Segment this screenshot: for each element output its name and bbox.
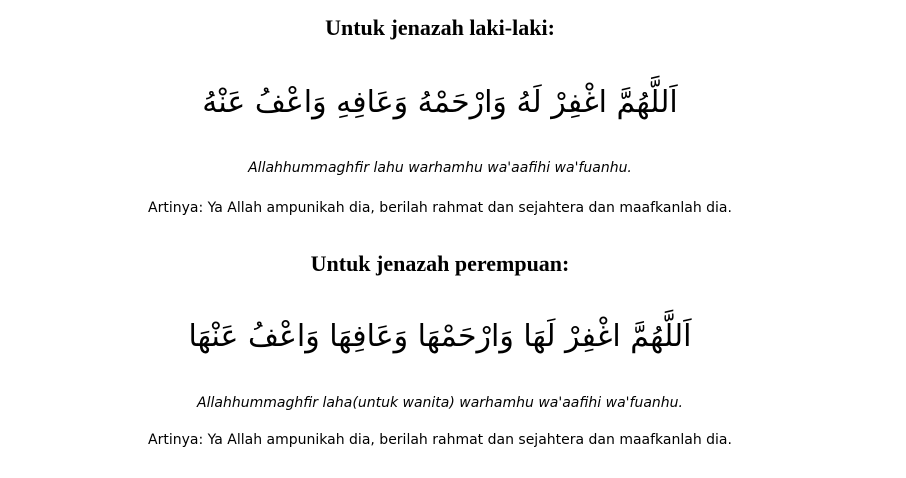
transliteration-female: Allahhummaghfir laha(untuk wanita) warhamhu wa'aafihi wa'fuanhu.	[197, 395, 683, 411]
arabic-prayer-male: اَللَّهُمَّ اغْفِرْ لَهُ وَارْحَمْهُ وَعَافِهِ وَاعْفُ عَنْهُ	[202, 85, 678, 120]
heading-male-deceased: Untuk jenazah laki-laki:	[325, 15, 555, 40]
arabic-prayer-female: اَللَّهُمَّ اغْفِرْ لَهَا وَارْحَمْهَا وَعَافِهَا وَاعْفُ عَنْهَا	[188, 319, 692, 354]
meaning-male: Artinya: Ya Allah ampunikah dia, berilah rahmat dan sejahtera dan maafkanlah dia.	[148, 200, 732, 216]
meaning-female: Artinya: Ya Allah ampunikah dia, berilah rahmat dan sejahtera dan maafkanlah dia.	[148, 432, 732, 448]
transliteration-male: Allahhummaghfir lahu warhamhu wa'aafihi wa'fuanhu.	[248, 160, 632, 176]
heading-female-deceased: Untuk jenazah perempuan:	[310, 251, 570, 276]
